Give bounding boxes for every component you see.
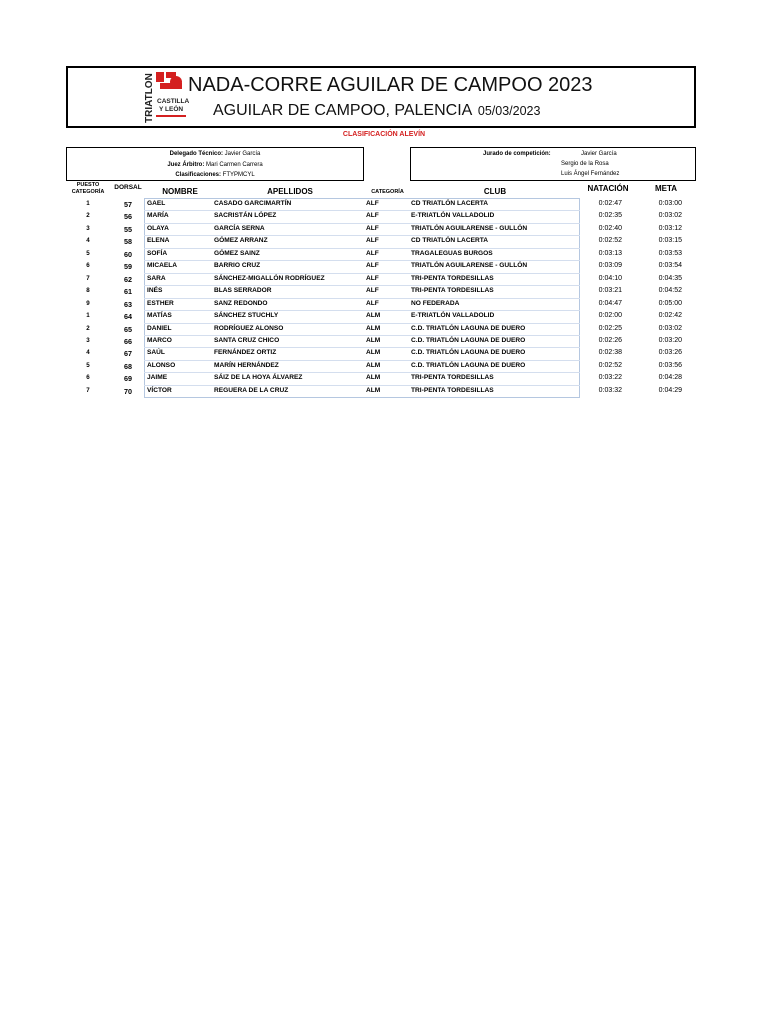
cell-categoria: ALF xyxy=(366,274,379,282)
cell-club: C.D. TRIATLÓN LAGUNA DE DUERO xyxy=(411,324,526,332)
cell-categoria: ALF xyxy=(366,224,379,232)
cell-categoria: ALF xyxy=(366,287,379,295)
cell-club: TRIATLÓN AGUILARENSE - GULLÓN xyxy=(411,262,528,270)
delegado-value: Javier García xyxy=(224,151,261,157)
cell-categoria: ALM xyxy=(366,361,381,369)
cell-puesto: 1 xyxy=(86,312,90,320)
cell-natacion: 0:04:47 xyxy=(598,299,622,307)
cell-categoria: ALF xyxy=(366,200,379,207)
cell-meta: 0:03:15 xyxy=(658,237,682,245)
cell-meta: 0:03:53 xyxy=(658,249,682,257)
cell-categoria: ALF xyxy=(366,299,379,307)
cell-nombre: MARÍA xyxy=(147,212,169,220)
cell-club: E-TRIATLÓN VALLADOLID xyxy=(411,312,495,320)
cell-nombre: MARCO xyxy=(147,336,172,344)
cell-nombre: MICAELA xyxy=(147,262,178,270)
cell-nombre: MATÍAS xyxy=(147,312,172,320)
cell-club: CD TRIATLÓN LACERTA xyxy=(411,200,489,207)
cell-natacion: 0:02:40 xyxy=(598,224,622,232)
col-puesto-label: PUESTO xyxy=(76,182,100,188)
cell-club: NO FEDERADA xyxy=(411,299,460,307)
jurado-box xyxy=(410,147,696,181)
event-date: 05/03/2023 xyxy=(477,104,541,118)
row-divider xyxy=(144,347,580,348)
col-club-header: CLUB xyxy=(483,187,507,196)
cell-natacion: 0:02:25 xyxy=(598,324,622,332)
cell-meta: 0:05:00 xyxy=(658,299,682,307)
cell-natacion: 0:02:38 xyxy=(598,349,622,357)
clasif-label: Clasificaciones: xyxy=(175,172,221,178)
event-subtitle xyxy=(213,102,540,120)
cell-meta: 0:03:02 xyxy=(658,324,682,332)
cell-categoria: ALF xyxy=(366,212,379,220)
cell-natacion: 0:02:35 xyxy=(598,212,622,220)
cell-natacion: 0:03:09 xyxy=(598,262,622,270)
cell-categoria: ALM xyxy=(366,386,381,394)
jurado-member: Sergio de la Rosa xyxy=(561,161,609,167)
title-box xyxy=(66,66,696,128)
cell-apellidos: SÁNCHEZ STUCHLY xyxy=(214,312,279,320)
cell-puesto: 8 xyxy=(86,287,90,295)
cell-dorsal: 59 xyxy=(124,262,132,272)
cell-club: C.D. TRIATLÓN LAGUNA DE DUERO xyxy=(411,336,526,344)
cell-categoria: ALM xyxy=(366,336,381,344)
cell-apellidos: SACRISTÁN LÓPEZ xyxy=(214,212,277,220)
cell-puesto: 3 xyxy=(86,336,90,344)
cell-apellidos: RODRÍGUEZ ALONSO xyxy=(214,324,284,332)
col-apellidos-header: APELLIDOS xyxy=(267,187,313,196)
cell-puesto: 7 xyxy=(86,274,90,282)
delegado-label: Delegado Técnico: xyxy=(169,151,223,157)
cell-dorsal: 63 xyxy=(124,299,132,309)
cell-meta: 0:03:12 xyxy=(658,224,682,232)
cell-apellidos: MARÍN HERNÁNDEZ xyxy=(214,361,279,369)
cell-apellidos: GÓMEZ SAINZ xyxy=(214,249,260,257)
delegado-row xyxy=(67,149,363,160)
row-divider xyxy=(144,210,580,211)
cell-club: TRI-PENTA TORDESILLAS xyxy=(411,386,494,394)
cell-puesto: 2 xyxy=(86,212,90,220)
cell-apellidos: FERNÁNDEZ ORTIZ xyxy=(214,349,277,357)
cell-natacion: 0:03:21 xyxy=(598,287,622,295)
cell-dorsal: 67 xyxy=(124,349,132,359)
cell-natacion: 0:03:22 xyxy=(598,374,622,382)
cell-dorsal: 57 xyxy=(124,200,132,209)
cell-nombre: ELENA xyxy=(147,237,170,245)
row-divider xyxy=(144,260,580,261)
jurado-member: Javier García xyxy=(581,151,617,157)
cell-club: C.D. TRIATLÓN LAGUNA DE DUERO xyxy=(411,349,526,357)
cell-meta: 0:04:28 xyxy=(658,374,682,382)
cell-meta: 0:04:35 xyxy=(658,274,682,282)
cell-nombre: INÉS xyxy=(147,287,163,295)
cell-dorsal: 58 xyxy=(124,237,132,247)
cell-puesto: 9 xyxy=(86,299,90,307)
row-divider xyxy=(144,273,580,274)
officials-box xyxy=(66,147,364,181)
triatlon-castilla-leon-logo xyxy=(142,70,190,124)
svg-text:Y LEÓN: Y LEÓN xyxy=(159,106,184,113)
cell-nombre: SARA xyxy=(147,274,166,282)
row-divider xyxy=(144,223,580,224)
col-nombre-header: NOMBRE xyxy=(162,187,198,196)
col-categoria-header: CATEGORÍA xyxy=(371,189,404,195)
cell-nombre: JAIME xyxy=(147,374,168,382)
col-meta-header: META xyxy=(654,184,678,193)
cell-club: TRAGALEGUAS BURGOS xyxy=(411,249,493,257)
cell-meta: 0:04:52 xyxy=(658,287,682,295)
cell-puesto: 3 xyxy=(86,224,90,232)
cell-categoria: ALM xyxy=(366,324,381,332)
cell-dorsal: 69 xyxy=(124,374,132,384)
cell-apellidos: CASADO GARCIMARTÍN xyxy=(214,200,292,207)
cell-categoria: ALF xyxy=(366,237,379,245)
row-divider xyxy=(144,298,580,299)
cell-dorsal: 60 xyxy=(124,249,132,259)
cell-puesto: 5 xyxy=(86,361,90,369)
cell-natacion: 0:04:10 xyxy=(598,274,622,282)
cell-puesto: 6 xyxy=(86,374,90,382)
row-divider xyxy=(144,235,580,236)
cell-meta: 0:03:26 xyxy=(658,349,682,357)
cell-nombre: GAEL xyxy=(147,200,166,207)
col-puesto-header xyxy=(68,182,108,196)
cell-dorsal: 70 xyxy=(124,386,132,396)
cell-meta: 0:04:29 xyxy=(658,386,682,394)
cell-categoria: ALF xyxy=(366,262,379,270)
row-divider xyxy=(144,310,580,311)
cell-puesto: 6 xyxy=(86,262,90,270)
cell-dorsal: 66 xyxy=(124,336,132,346)
col-dorsal-header: DORSAL xyxy=(114,184,142,191)
cell-dorsal: 68 xyxy=(124,361,132,371)
cell-apellidos: REGUERA DE LA CRUZ xyxy=(214,386,289,394)
cell-dorsal: 55 xyxy=(124,224,132,234)
col-natacion-header: NATACIÓN xyxy=(587,184,629,193)
col-puesto-sub-label: CATEGORÍA xyxy=(71,189,105,195)
cell-meta: 0:03:20 xyxy=(658,336,682,344)
cell-apellidos: GÓMEZ ARRANZ xyxy=(214,237,268,245)
cell-puesto: 1 xyxy=(86,200,90,207)
cell-puesto: 4 xyxy=(86,349,90,357)
svg-text:TRIATLON: TRIATLON xyxy=(144,73,155,123)
cell-dorsal: 62 xyxy=(124,274,132,284)
cell-dorsal: 56 xyxy=(124,212,132,222)
cell-dorsal: 65 xyxy=(124,324,132,334)
cell-meta: 0:03:02 xyxy=(658,212,682,220)
row-divider xyxy=(144,335,580,336)
jurado-label: Jurado de competición: xyxy=(483,151,551,157)
row-divider xyxy=(144,360,580,361)
cell-natacion: 0:02:00 xyxy=(598,312,622,320)
cell-club: CD TRIATLÓN LACERTA xyxy=(411,237,489,245)
event-title: NADA-CORRE AGUILAR DE CAMPOO 2023 xyxy=(188,74,593,96)
juez-row xyxy=(67,160,363,171)
clasif-value: FTYPMCYL xyxy=(222,172,255,178)
cell-apellidos: SÁNCHEZ-MIGALLÓN RODRÍGUEZ xyxy=(214,274,325,282)
cell-club: TRI-PENTA TORDESILLAS xyxy=(411,374,494,382)
jurado-member: Luis Ángel Fernández xyxy=(561,171,620,177)
cell-natacion: 0:02:47 xyxy=(598,200,622,207)
cell-meta: 0:02:42 xyxy=(658,312,682,320)
cell-puesto: 4 xyxy=(86,237,90,245)
section-title: CLASIFICACIÓN ALEVÍN xyxy=(342,131,426,138)
cell-meta: 0:03:56 xyxy=(658,361,682,369)
cell-puesto: 5 xyxy=(86,249,90,257)
cell-club: E-TRIATLÓN VALLADOLID xyxy=(411,212,495,220)
cell-natacion: 0:02:52 xyxy=(598,237,622,245)
cell-puesto: 7 xyxy=(86,386,90,394)
cell-natacion: 0:03:13 xyxy=(598,249,622,257)
cell-dorsal: 64 xyxy=(124,312,132,322)
cell-meta: 0:03:00 xyxy=(658,200,682,207)
cell-apellidos: SÁIZ DE LA HOYA ÁLVAREZ xyxy=(214,374,303,382)
cell-nombre: SOFÍA xyxy=(147,249,168,257)
row-divider xyxy=(144,248,580,249)
clasif-row xyxy=(67,170,363,181)
row-divider xyxy=(144,285,580,286)
cell-apellidos: GARCÍA SERNA xyxy=(214,224,265,232)
row-divider xyxy=(144,323,580,324)
cell-apellidos: SANZ REDONDO xyxy=(214,299,268,307)
cell-categoria: ALM xyxy=(366,349,381,357)
cell-meta: 0:03:54 xyxy=(658,262,682,270)
juez-value: Mari Carmen Carrera xyxy=(206,161,263,168)
cell-nombre: DANIEL xyxy=(147,324,172,332)
juez-label: Juez Árbitro: xyxy=(167,161,205,168)
cell-categoria: ALM xyxy=(366,374,381,382)
cell-apellidos: SANTA CRUZ CHICO xyxy=(214,336,280,344)
cell-apellidos: BLAS SERRADOR xyxy=(214,287,272,295)
cell-natacion: 0:02:26 xyxy=(598,336,622,344)
svg-text:CASTILLA: CASTILLA xyxy=(157,98,190,105)
row-divider xyxy=(144,372,580,373)
cell-nombre: ALONSO xyxy=(147,361,176,369)
cell-nombre: SAÚL xyxy=(147,349,165,357)
cell-puesto: 2 xyxy=(86,324,90,332)
cell-natacion: 0:03:32 xyxy=(598,386,622,394)
event-location: AGUILAR DE CAMPOO, PALENCIA xyxy=(213,102,472,119)
cell-club: C.D. TRIATLÓN LAGUNA DE DUERO xyxy=(411,361,526,369)
cell-club: TRIATLÓN AGUILARENSE - GULLÓN xyxy=(411,224,528,232)
cell-nombre: ESTHER xyxy=(147,299,174,307)
cell-nombre: VÍCTOR xyxy=(147,386,172,394)
cell-categoria: ALF xyxy=(366,249,379,257)
row-divider xyxy=(144,385,580,386)
cell-apellidos: BARRIO CRUZ xyxy=(214,262,261,270)
cell-nombre: OLAYA xyxy=(147,224,169,232)
cell-club: TRI-PENTA TORDESILLAS xyxy=(411,287,494,295)
cell-club: TRI-PENTA TORDESILLAS xyxy=(411,274,494,282)
cell-natacion: 0:02:52 xyxy=(598,361,622,369)
cell-dorsal: 61 xyxy=(124,287,132,297)
cell-categoria: ALM xyxy=(366,312,381,320)
